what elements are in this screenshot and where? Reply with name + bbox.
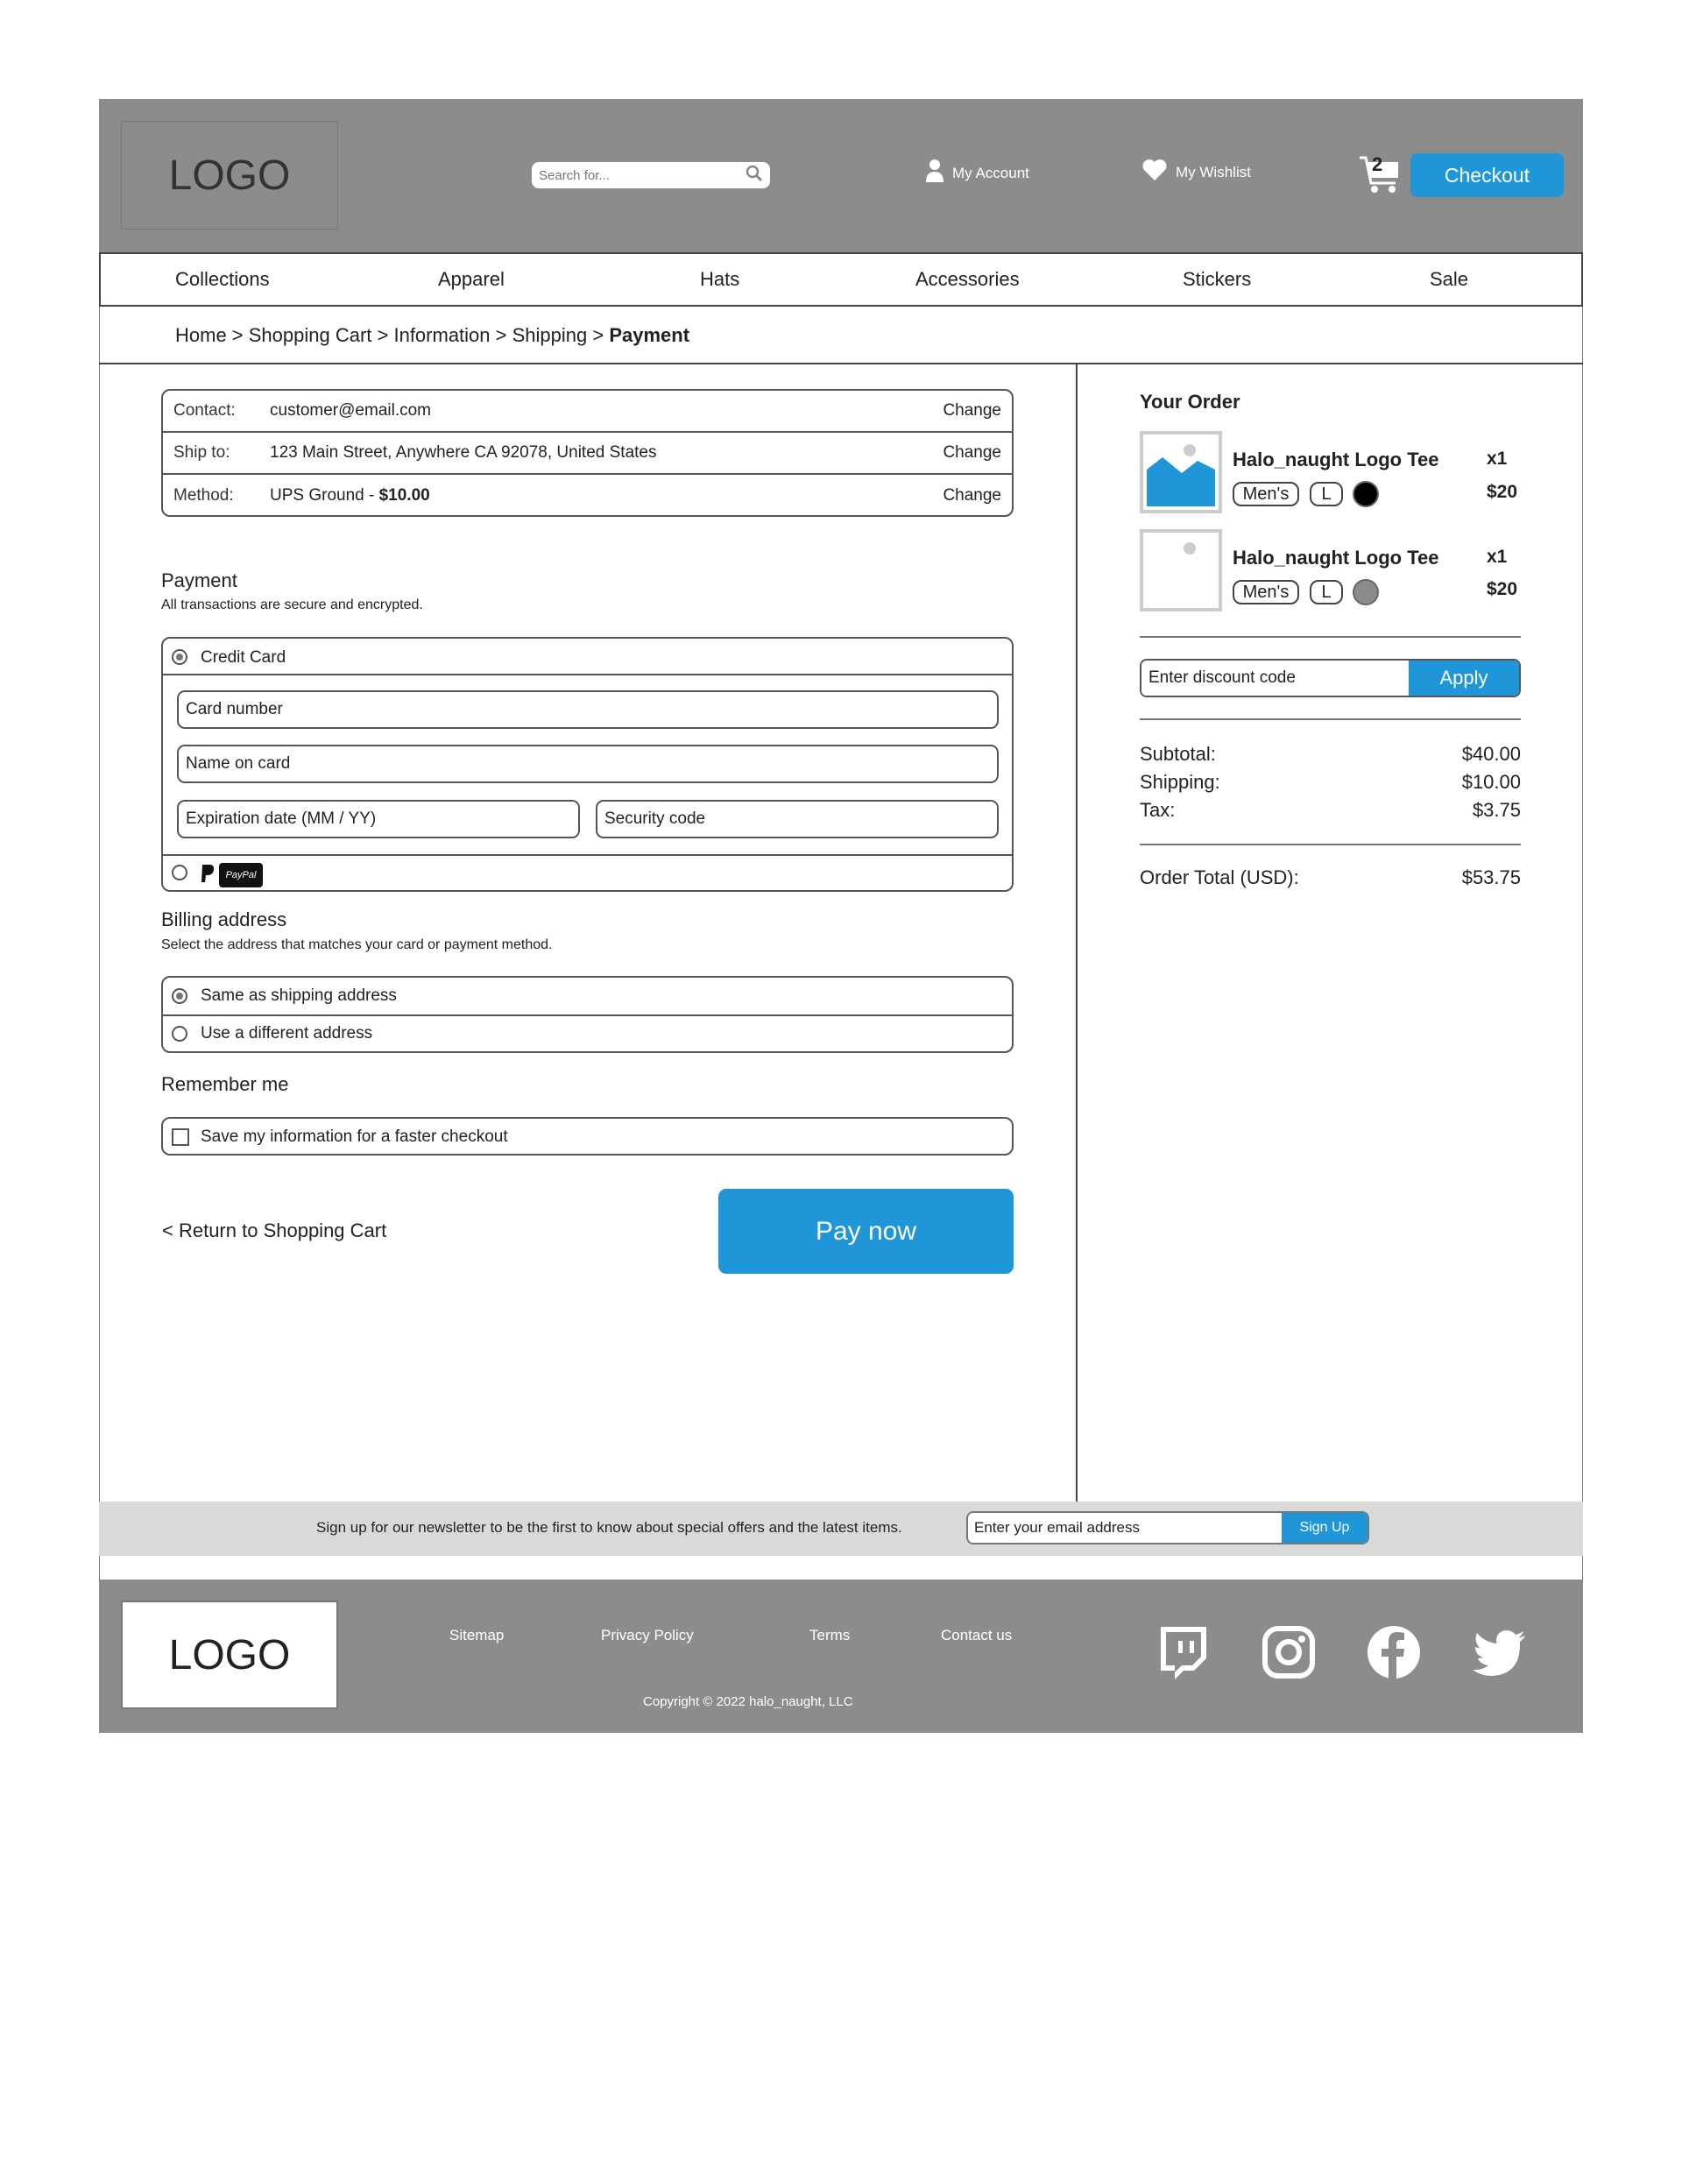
size-badge: L [1310,482,1343,506]
name-on-card-input[interactable] [186,754,997,774]
fit-badge: Men's [1233,580,1299,604]
twitter-icon[interactable] [1471,1623,1529,1681]
subtotal-value: $40.00 [1461,743,1521,765]
product-image[interactable] [1140,529,1222,611]
expiration-field[interactable] [177,800,580,838]
credit-card-radio[interactable] [172,649,187,669]
apply-discount-button[interactable]: Apply [1409,661,1519,696]
tax-label: Tax: [1140,799,1176,821]
nav-item-stickers[interactable]: Stickers [1183,268,1252,290]
newsletter-text: Sign up for our newsletter to be the first to know about special offers and the latest items. [316,1519,902,1536]
item-name: Halo_naught Logo Tee [1233,547,1439,569]
item-quantity: x1 [1487,449,1508,469]
image-placeholder-icon [1143,435,1219,510]
search-input[interactable] [539,168,746,183]
search-bar[interactable] [532,162,770,188]
billing-subtitle: Select the address that matches your card or payment method. [161,937,553,952]
item-quantity: x1 [1487,547,1508,567]
contact-label: Contact: [173,401,236,420]
order-total-row [1140,866,1521,889]
my-wishlist-link[interactable] [1141,159,1251,186]
paypal-icon [200,863,216,888]
different-address-radio[interactable] [172,1026,187,1046]
save-info-checkbox[interactable] [172,1128,189,1150]
method-label: Method: [173,486,234,505]
contact-value: customer@email.com [270,401,431,420]
contact-row [163,391,1012,431]
shipping-label: Shipping: [1140,771,1220,793]
method-value [270,486,430,505]
change-method-link[interactable]: Change [943,486,1001,505]
remember-title: Remember me [161,1073,289,1095]
order-total-value: $53.75 [1461,866,1521,888]
size-badge: L [1310,580,1343,604]
newsletter-email-input[interactable] [968,1513,1282,1543]
search-icon[interactable] [746,165,763,187]
footer-link-sitemap[interactable]: Sitemap [449,1627,505,1643]
same-address-label[interactable]: Same as shipping address [201,986,397,1005]
cart-count-badge: 2 [1372,153,1383,175]
ship-to-row [163,433,1012,473]
order-total-label: Order Total (USD): [1140,866,1299,888]
payment-title: Payment [161,569,237,591]
item-name: Halo_naught Logo Tee [1233,449,1439,470]
cart-icon [1358,182,1402,197]
my-wishlist-label: My Wishlist [1176,163,1251,180]
copyright-text: Copyright © 2022 halo_naught, LLC [643,1694,853,1709]
nav-item-collections[interactable]: Collections [175,268,270,290]
image-dot [1184,444,1196,456]
nav-item-apparel[interactable]: Apparel [438,268,505,290]
heart-icon [1141,159,1168,186]
card-number-field[interactable] [177,690,999,729]
item-price: $20 [1487,482,1518,502]
order-title: Your Order [1140,391,1240,413]
subtotal-row [1140,743,1521,766]
product-image[interactable] [1140,431,1222,513]
divider [99,363,1583,364]
payment-subtitle: All transactions are secure and encrypted. [161,597,423,612]
breadcrumb-current: Payment [609,324,690,346]
radio-selected-icon [172,988,187,1004]
remember-option [161,1117,1014,1156]
breadcrumb [175,324,689,347]
checkbox-icon [172,1128,189,1146]
return-to-cart-link[interactable]: < Return to Shopping Cart [162,1219,387,1241]
divider [163,674,1012,675]
discount-form [1140,659,1521,697]
site-header [99,99,1583,252]
my-account-link[interactable] [925,159,1029,187]
shipping-value: $10.00 [1461,771,1521,793]
footer-logo[interactable]: LOGO [121,1601,338,1709]
payment-methods [161,637,1014,892]
footer-link-contact[interactable]: Contact us [941,1627,1013,1643]
instagram-icon[interactable] [1260,1623,1318,1681]
security-code-field[interactable] [596,800,999,838]
column-divider [1076,363,1078,1502]
paypal-badge: PayPal [219,863,263,887]
pay-now-button[interactable]: Pay now [718,1189,1014,1274]
paypal-option[interactable] [200,858,305,889]
tax-value: $3.75 [1472,799,1521,821]
card-number-input[interactable] [186,700,997,719]
radio-selected-icon [172,649,187,665]
nav-item-sale[interactable]: Sale [1430,268,1469,290]
radio-unselected-icon [172,1026,187,1042]
checkout-button[interactable]: Checkout [1410,153,1564,197]
nav-item-accessories[interactable]: Accessories [915,268,1020,290]
divider [163,854,1012,856]
change-ship-to-link[interactable]: Change [943,443,1001,462]
expiration-input[interactable] [186,809,578,829]
different-address-label[interactable]: Use a different address [201,1024,373,1043]
fit-badge: Men's [1233,482,1299,506]
shipping-summary [161,389,1014,517]
same-address-radio[interactable] [172,988,187,1008]
newsletter-bar [99,1502,1583,1556]
my-account-label: My Account [952,164,1029,181]
paypal-radio[interactable] [172,865,187,885]
footer-link-terms[interactable]: Terms [809,1627,851,1643]
color-swatch [1353,481,1379,507]
divider [163,1014,1012,1016]
save-info-label[interactable]: Save my information for a faster checkout [201,1127,508,1146]
header-logo[interactable]: LOGO [121,121,338,230]
divider [1140,718,1521,720]
color-swatch [1353,579,1379,605]
breadcrumb-trail[interactable]: Home > Shopping Cart > Information > Shipping > [175,324,610,346]
ship-to-label: Ship to: [173,443,230,462]
name-on-card-field[interactable] [177,745,999,783]
radio-unselected-icon [172,865,187,880]
divider [1140,844,1521,845]
sign-up-button[interactable]: Sign Up [1282,1513,1368,1543]
shipping-row [1140,771,1521,794]
subtotal-label: Subtotal: [1140,743,1216,765]
image-dot [1184,542,1196,555]
site-footer [99,1580,1583,1733]
discount-code-input[interactable] [1141,661,1409,696]
footer-link-privacy[interactable]: Privacy Policy [601,1627,694,1643]
user-icon [925,159,944,187]
method-name: UPS Ground - [270,486,379,505]
newsletter-form [966,1511,1369,1544]
method-price: $10.00 [378,486,430,505]
twitch-icon[interactable] [1154,1623,1212,1681]
item-price: $20 [1487,579,1518,599]
nav-item-hats[interactable]: Hats [700,268,740,290]
main-nav [99,252,1583,307]
credit-card-label[interactable]: Credit Card [201,648,286,667]
method-row [163,475,1012,517]
ship-to-value: 123 Main Street, Anywhere CA 92078, United States [270,443,657,462]
billing-title: Billing address [161,908,287,930]
facebook-icon[interactable] [1365,1623,1423,1681]
change-contact-link[interactable]: Change [943,401,1001,420]
security-code-input[interactable] [604,809,997,829]
cart-button[interactable] [1358,155,1402,194]
tax-row [1140,799,1521,822]
divider [1140,636,1521,638]
billing-options [161,976,1014,1053]
